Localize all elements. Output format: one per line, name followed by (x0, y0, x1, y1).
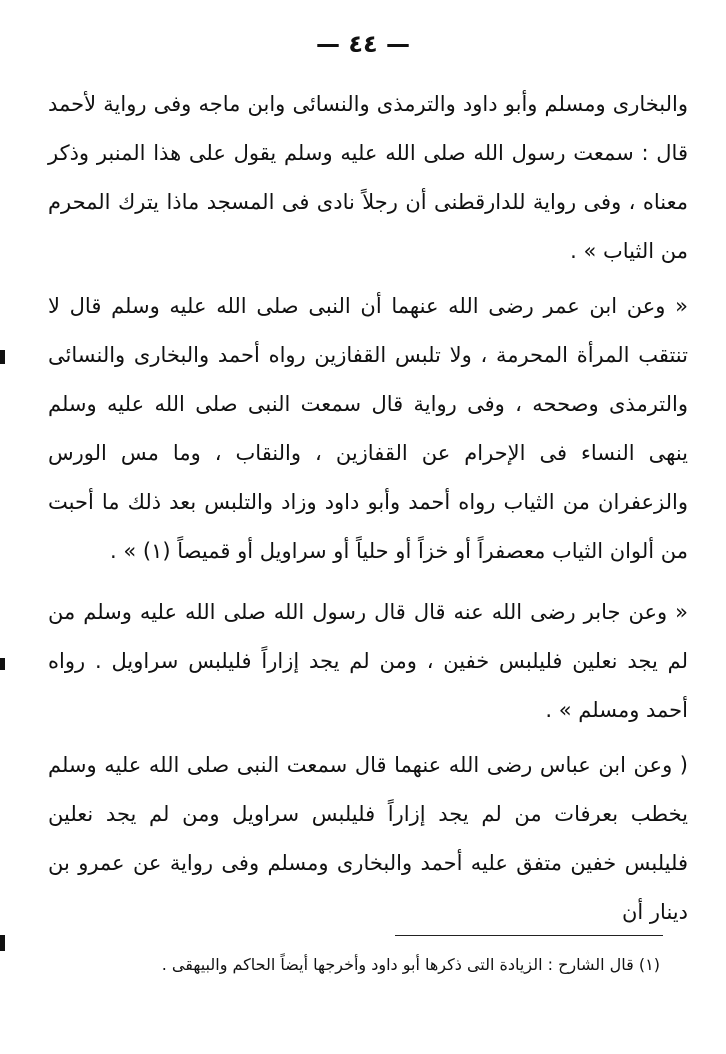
footnote: (١) قال الشارح : الزيادة التى ذكرها أبو داود وأخرجها أيضاً الحاكم والبيهقى . (161, 955, 660, 974)
paragraph-3: « وعن جابر رضى الله عنه قال قال رسول الله صلى الله عليه وسلم من لم يجد نعلين فليلبس خفين ، ومن لم يجد إزاراً فليلبس سراويل . رواه أحمد ومسلم » . (48, 600, 688, 722)
scan-margin-mark (0, 658, 5, 670)
scan-margin-mark (0, 935, 5, 951)
paragraph-4: ( وعن ابن عباس رضى الله عنهما قال سمعت النبى صلى الله عليه وسلم يخطب بعرفات من لم يجد إزاراً فليلبس سراويل ومن لم يجد نعلين فليلبس خفين متفق عليه أحمد والبخارى ومسلم وفى رواية عن عمرو بن دينار أن (48, 753, 688, 924)
footnote-divider (395, 935, 663, 936)
main-text (48, 80, 688, 949)
paragraph-1: والبخارى ومسلم وأبو داود والترمذى والنسائى وابن ماجه وفى رواية لأحمد قال : سمعت رسول الله صلى الله عليه وسلم يقول على هذا المنبر وذكر معناه ، وفى رواية للدارقطنى أن رجلاً نادى فى المسجد ماذا يترك المحرم من الثياب » . (48, 92, 688, 263)
page-number: — ٤٤ — (315, 30, 410, 58)
paragraph-2: « وعن ابن عمر رضى الله عنهما أن النبى صلى الله عليه وسلم قال لا تنتقب المرأة المحرمة ، ولا تلبس القفازين رواه أحمد والبخارى والنسائى والترمذى وصححه ، وفى رواية قال سمعت النبى صلى الله عليه وسلم ينهى النساء فى الإحرام عن القفازين ، والنقاب ، وما مس الورس والزعفران من الثياب رواه أحمد وأبو داود وزاد والتلبس بعد ذلك ما أحبت من ألوان الثياب معصفراً أو خزاً أو حلياً أو سراويل أو قميصاً (١) » . (48, 294, 688, 563)
scan-margin-mark (0, 350, 5, 364)
